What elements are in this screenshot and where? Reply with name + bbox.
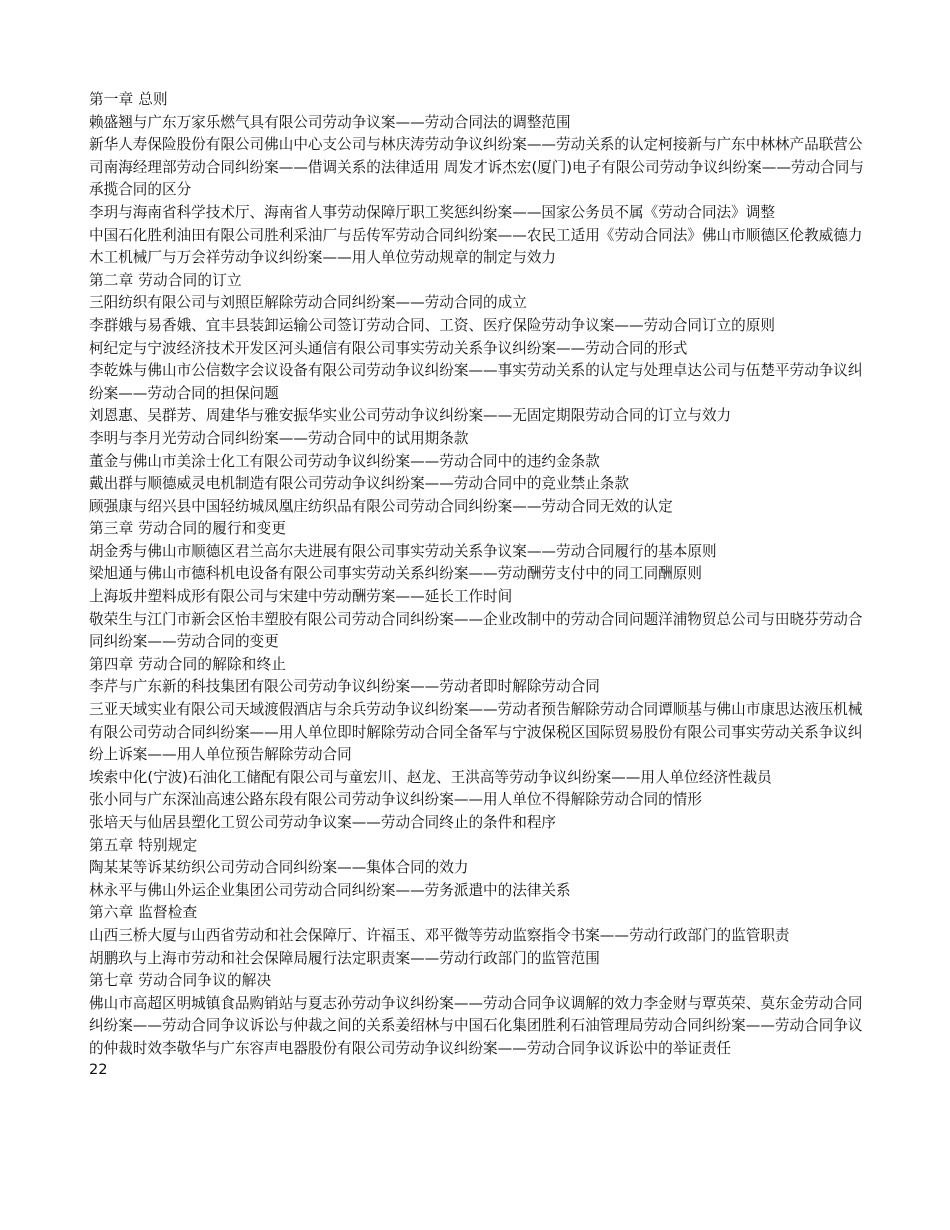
case-entry: 陶某某等诉某纺织公司劳动合同纠纷案——集体合同的效力 [89, 859, 469, 877]
chapter-heading: 第四章 劳动合同的解除和终止 [89, 655, 287, 673]
case-entry: 赖盛翘与广东万家乐燃气具有限公司劳动争议案——劳动合同法的调整范围 [89, 113, 571, 131]
chapter-heading: 第二章 劳动合同的订立 [89, 271, 242, 289]
case-entry: 林永平与佛山外运企业集团公司劳动合同纠纷案——劳务派遣中的法律关系 [89, 881, 571, 899]
case-entry: 李玥与海南省科学技术厅、海南省人事劳动保障厅职工奖惩纠纷案——国家公务员不属《劳动合同法》调整 [89, 203, 775, 221]
case-entry: 三亚天域实业有限公司天域渡假酒店与余兵劳动争议纠纷案——劳动者预告解除劳动合同谭顺基与佛山市康思达液压机械有限公司劳动合同纠纷案——用人单位即时解除劳动合同全备军与宁波保税区国际贸易股份有限公司事实劳动关系争议纠纷上诉案——用人单位预告解除劳动合同 [89, 701, 863, 764]
case-entry: 上海坂井塑料成形有限公司与宋建中劳动酬劳案——延长工作时间 [89, 588, 513, 606]
chapter-heading: 第六章 监督检查 [89, 904, 198, 922]
case-entry: 胡鹏玖与上海市劳动和社会保障局履行法定职责案——劳动行政部门的监管范围 [89, 949, 600, 967]
case-entry: 顾强康与绍兴县中国轻纺城凤凰庄纺织品有限公司劳动合同纠纷案——劳动合同无效的认定 [89, 497, 673, 515]
case-entry: 佛山市高超区明城镇食品购销站与夏志孙劳动争议纠纷案——劳动合同争议调解的效力李金财与覃英荣、莫东金劳动合同纠纷案——劳动合同争议诉讼与仲裁之间的关系姜绍林与中国石化集团胜利石油管理局劳动合同纠纷案——劳动合同争议的仲裁时效李敬华与广东容声电器股份有限公司劳动争议纠纷案——劳动合同争议诉讼中的举证责任 [89, 994, 863, 1057]
case-entry: 张小同与广东深汕高速公路东段有限公司劳动争议纠纷案——用人单位不得解除劳动合同的情形 [89, 791, 702, 809]
case-entry: 李明与李月光劳动合同纠纷案——劳动合同中的试用期条款 [89, 429, 469, 447]
case-entry: 董金与佛山市美涂士化工有限公司劳动争议纠纷案——劳动合同中的违约金条款 [89, 452, 600, 470]
chapter-heading: 第七章 劳动合同争议的解决 [89, 972, 272, 990]
case-entry: 柯纪定与宁波经济技术开发区河头通信有限公司事实劳动关系争议纠纷案——劳动合同的形式 [89, 339, 688, 357]
case-entry: 敬荣生与江门市新会区怡丰塑胶有限公司劳动合同纠纷案——企业改制中的劳动合同问题洋浦物贸总公司与田晓芬劳动合同纠纷案——劳动合同的变更 [89, 610, 863, 651]
case-entry: 李芹与广东新的科技集团有限公司劳动争议纠纷案——劳动者即时解除劳动合同 [89, 678, 600, 696]
case-entry: 中国石化胜利油田有限公司胜利采油厂与岳传军劳动合同纠纷案——农民工适用《劳动合同法》佛山市顺德区伦教威德力木工机械厂与万会祥劳动争议纠纷案——用人单位劳动规章的制定与效力 [89, 226, 863, 267]
page-number: 22 [89, 1060, 108, 1078]
case-entry: 梁旭通与佛山市德科机电设备有限公司事实劳动关系纠纷案——劳动酬劳支付中的同工同酬原则 [89, 565, 702, 583]
case-entry: 新华人寿保险股份有限公司佛山中心支公司与林庆涛劳动争议纠纷案——劳动关系的认定柯接新与广东中林林产品联营公司南海经理部劳动合同纠纷案——借调关系的法律适用 周发才诉杰宏(厦门)电子有限公司劳动争议纠纷案——劳动合同与承揽合同的区分 [89, 136, 864, 199]
chapter-heading: 第三章 劳动合同的履行和变更 [89, 520, 287, 538]
case-entry: 戴出群与顺德威灵电机制造有限公司劳动争议纠纷案——劳动合同中的竞业禁止条款 [89, 475, 629, 493]
case-entry: 胡金秀与佛山市顺德区君兰高尔夫进展有限公司事实劳动关系争议案——劳动合同履行的基本原则 [89, 542, 717, 560]
case-entry: 刘恩惠、吴群芳、周建华与雅安振华实业公司劳动争议纠纷案——无固定期限劳动合同的订立与效力 [89, 407, 732, 425]
case-entry: 山西三桥大厦与山西省劳动和社会保障厅、许福玉、邓平微等劳动监察指令书案——劳动行政部门的监管职责 [89, 926, 790, 944]
case-entry: 李群娥与易香娥、宜丰县装卸运输公司签订劳动合同、工资、医疗保险劳动争议案——劳动合同订立的原则 [89, 316, 775, 334]
case-entry: 李乾姝与佛山市公信数字会议设备有限公司劳动争议纠纷案——事实劳动关系的认定与处理卓达公司与伍楚平劳动争议纠纷案——劳动合同的担保问题 [89, 362, 863, 402]
chapter-heading: 第一章 总则 [89, 91, 168, 108]
table-of-contents [89, 89, 864, 1061]
case-entry: 埃索中化(宁波)石油化工储配有限公司与童宏川、赵龙、王洪高等劳动争议纠纷案——用人单位经济性裁员 [89, 768, 772, 786]
document-page [89, 89, 864, 1081]
case-entry: 三阳纺织有限公司与刘照臣解除劳动合同纠纷案——劳动合同的成立 [89, 294, 527, 312]
case-entry: 张培天与仙居县塑化工贸公司劳动争议案——劳动合同终止的条件和程序 [89, 814, 557, 831]
chapter-heading: 第五章 特别规定 [89, 836, 198, 854]
